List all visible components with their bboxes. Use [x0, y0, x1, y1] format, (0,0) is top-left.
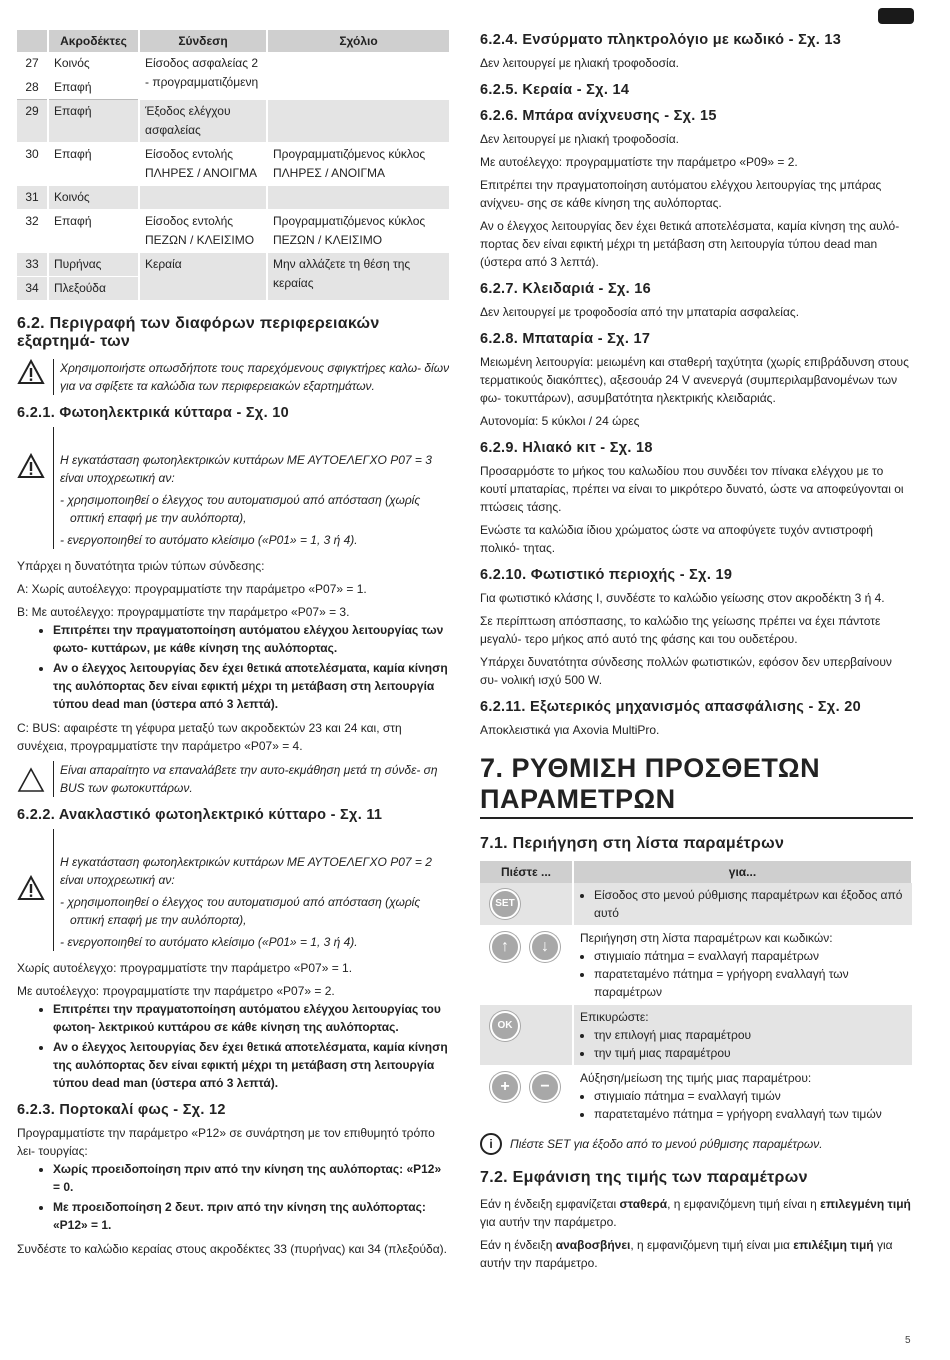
list-item: • Είσοδος στο μενού ρύθμισης παραμέτρων και έξοδος από αυτό [594, 886, 906, 922]
language-tab [878, 8, 914, 24]
paragraph: Δεν λειτουργεί με ηλιακή τροφοδοσία. [480, 132, 679, 146]
section-heading-6-2: 6.2. Περιγραφή των διαφόρων περιφερειακών εξαρτημά- των [17, 315, 380, 350]
warning-icon [17, 359, 45, 390]
terminal-number: 31 [17, 186, 48, 210]
warning-text: - χρησιμοποιηθεί ο έλεγχος του αυτοματισμού από απόσταση (χωρίς οπτική επαφή με την αυλόπορτα), [60, 493, 421, 525]
bullet-list [17, 1000, 451, 1092]
paragraph: Με αυτοέλεγχο: προγραμματίστε την παράμετρο «P09» = 2. [480, 155, 798, 169]
terminal-connection: Είσοδος εντολής ΠΕΖΩΝ / ΚΛΕΙΣΙΜΟ [139, 210, 267, 253]
caution-note [17, 761, 451, 797]
terminal-connection: Είσοδος εντολής ΠΛΗΡΕΣ / ΑΝΟΙΓΜΑ [139, 143, 267, 186]
key-description-intro: Περιήγηση στη λίστα παραμέτρων και κωδικών: [580, 931, 833, 945]
warning-text: Η εγκατάσταση φωτοηλεκτρικών κυττάρων ΜΕ ΑΥΤΟΕΛΕΓΧΟ P07 = 3 είναι υποχρεωτική αν: [60, 453, 432, 485]
warning-text: - ενεργοποιηθεί το αυτόματο κλείσιμο («P01» = 1, 3 ή 4). [60, 935, 358, 949]
paragraph: Δεν λειτουργεί με ηλιακή τροφοδοσία. [480, 56, 679, 70]
section-heading-6-2-5: 6.2.5. Κεραία - Σχ. 14 [480, 82, 630, 98]
paragraph: Υπάρχει δυνατότητα σύνδεσης πολλών φωτιστικών, εφόσον δεν υπερβαίνουν συ- νολική ισχύ 500 W. [480, 655, 892, 687]
terminal-comment [267, 100, 450, 143]
key-description [573, 1066, 912, 1127]
left-column [17, 30, 451, 1263]
table-header-comment: Σχόλιο [267, 30, 450, 52]
key-description [573, 926, 912, 1005]
paragraph [480, 1195, 913, 1231]
table-header-terminals: Ακροδέκτες [48, 30, 139, 52]
table-row [480, 926, 912, 1005]
list-item: • Αν ο έλεγχος λειτουργίας δεν έχει θετικά αποτελέσματα, καμία κίνηση της αυλόπορτας δεν είναι εφικτή μέχρι τη μετάβαση στη λειτουργία τύπου dead man (ύστερα από 3 λεπτά). [53, 1038, 451, 1092]
terminal-table [17, 30, 451, 301]
table-row [17, 186, 450, 210]
list-item: • Αν ο έλεγχος λειτουργίας δεν έχει θετικά αποτελέσματα, καμία κίνηση της αυλόπορτας δεν είναι εφικτή μέχρι τη μετάβαση στη λειτουργία τύπου dead man (ύστερα από 3 λεπτά). [53, 659, 451, 713]
emphasis: επιλέξιμη τιμή [793, 1238, 874, 1252]
table-row [17, 52, 450, 76]
terminal-comment: Μην αλλάζετε τη θέση της κεραίας [267, 253, 450, 301]
section-heading-7-1: 7.1. Περιήγηση στη λίστα παραμέτρων [480, 835, 785, 852]
terminal-comment: Προγραμματιζόμενος κύκλος ΠΛΗΡΕΣ / ΑΝΟΙΓΜΑ [267, 143, 450, 186]
terminal-comment: Προγραμματιζόμενος κύκλος ΠΕΖΩΝ / ΚΛΕΙΣΙΜΟ [267, 210, 450, 253]
key-cell [480, 883, 573, 926]
terminal-comment [267, 186, 450, 210]
section-heading-6-2-11: 6.2.11. Εξωτερικός μηχανισμός απασφάλισης - Σχ. 20 [480, 699, 861, 715]
section-heading-6-2-7: 6.2.7. Κλειδαριά - Σχ. 16 [480, 281, 651, 297]
text-run: , η εμφανιζόμενη τιμή είναι μια [630, 1238, 794, 1252]
section-heading-6-2-9: 6.2.9. Ηλιακό κιτ - Σχ. 18 [480, 440, 653, 456]
key-description [573, 1005, 912, 1066]
key-description-intro: Αύξηση/μείωση της τιμής μιας παραμέτρου: [580, 1071, 812, 1085]
caution-icon [17, 767, 45, 798]
terminal-number: 27 [17, 52, 48, 76]
emphasis: επιλεγμένη τιμή [820, 1197, 911, 1211]
terminal-type: Κοινός [48, 52, 139, 76]
terminal-connection [139, 186, 267, 210]
table-header-blank [17, 30, 48, 52]
text-run: Εάν η ένδειξη [480, 1238, 556, 1252]
warning-icon [17, 875, 45, 906]
list-item: • την τιμή μιας παραμέτρου [594, 1044, 906, 1062]
list-item: • Με προειδοποίηση 2 δευτ. πριν από την κίνηση της αυλόπορτας: «P12» = 1. [53, 1198, 451, 1234]
terminal-comment [267, 52, 450, 100]
paragraph: Αν ο έλεγχος λειτουργίας δεν έχει θετικά αποτελέσματα, καμία κίνηση της αυλό- πορτας δεν είναι εφικτή μέχρι τη μετάβαση στη λειτουργία τύπου dead man (ύστερα από 3 λεπτά). [480, 219, 900, 269]
warning-text: Η εγκατάσταση φωτοηλεκτρικών κυττάρων ΜΕ ΑΥΤΟΕΛΕΓΧΟ P07 = 2 είναι υποχρεωτική αν: [60, 855, 432, 887]
warning-icon [17, 453, 45, 484]
terminal-number: 32 [17, 210, 48, 253]
arrow-down-icon: ↓ [530, 932, 560, 962]
chapter-heading-7: 7. ΡΥΘΜΙΣΗ ΠΡΟΣΘΕΤΩΝ ΠΑΡΑΜΕΤΡΩΝ [480, 753, 913, 819]
paragraph: Προσαρμόστε το μήκος του καλωδίου που συνδέει τον πίνακα ελέγχου με το κουτί μπαταρίας, πρέπει να είναι το μικρότερο δυνατό, ώστε να αποφεύγονται οι πτώσεις τάσης. [480, 464, 904, 514]
paragraph: Ενώστε τα καλώδια ίδιου χρώματος ώστε να αποφύγετε τυχόν αντιστροφή πολικό- τητας. [480, 523, 873, 555]
terminal-type: Επαφή [48, 143, 139, 186]
table-row [17, 210, 450, 253]
list-item: • στιγμιαίο πάτημα = εναλλαγή παραμέτρων [594, 947, 906, 965]
terminal-type: Επαφή [48, 210, 139, 253]
paragraph: B: Με αυτοέλεγχο: προγραμματίστε την παράμετρο «P07» = 3. [17, 605, 350, 619]
paragraph: C: BUS: αφαιρέστε τη γέφυρα μεταξύ των ακροδεκτών 23 και 24 και, στη συνέχεια, προγραμματίστε την παράμετρο «P07» = 4. [17, 721, 402, 753]
section-heading-6-2-8: 6.2.8. Μπαταρία - Σχ. 17 [480, 331, 651, 347]
list-item: • στιγμιαίο πάτημα = εναλλαγή τιμών [594, 1087, 906, 1105]
paragraph: Συνδέστε το καλώδιο κεραίας στους ακροδέκτες 33 (πυρήνας) και 34 (πλεξούδα). [17, 1242, 447, 1256]
paragraph: Επιτρέπει την πραγματοποίηση αυτόματου ελέγχου λειτουργίας της μπάρας ανίχνευ- σης σε κάθε κίνηση της αυλόπορτας. [480, 178, 882, 210]
terminal-connection: Έξοδος ελέγχου ασφαλείας [139, 100, 267, 143]
caution-text: Είναι απαραίτητο να επαναλάβετε την αυτο-εκμάθηση μετά τη σύνδε- ση BUS των φωτοκυττάρων. [60, 763, 438, 795]
table-row [480, 883, 912, 926]
list-item: • Χωρίς προειδοποίηση πριν από την κίνηση της αυλόπορτας: «P12» = 0. [53, 1160, 451, 1196]
keys-table [480, 861, 913, 1127]
keys-header-for: για... [573, 861, 912, 883]
paragraph: Με αυτοέλεγχο: προγραμματίστε την παράμετρο «P07» = 2. [17, 984, 335, 998]
paragraph: Σε περίπτωση απόσπασης, το καλώδιο της γείωσης πρέπει να έχει πάντοτε μεγαλύ- τερο μήκος από αυτό της φάσης και του ουδετέρου. [480, 614, 881, 646]
info-text: Πιέστε SET για έξοδο από το μενού ρύθμισης παραμέτρων. [510, 1137, 823, 1151]
arrow-up-icon: ↑ [490, 932, 520, 962]
key-cell [480, 926, 573, 1005]
table-row [17, 253, 450, 277]
table-row [480, 1066, 912, 1127]
text-run: Εάν η ένδειξη εμφανίζεται [480, 1197, 620, 1211]
list-item: • Επιτρέπει την πραγματοποίηση αυτόματου ελέγχου λειτουργίας των φωτο- κυττάρων, με κάθε κίνηση της αυλόπορτας. [53, 621, 451, 657]
emphasis: αναβοσβήνει [555, 1238, 631, 1252]
terminal-connection: Είσοδος ασφαλείας 2 - προγραμματιζόμενη [139, 52, 267, 100]
terminal-number: 29 [17, 100, 48, 143]
key-description-intro: Επικυρώστε: [580, 1010, 649, 1024]
warning-text: - χρησιμοποιηθεί ο έλεγχος του αυτοματισμού από απόσταση (χωρίς οπτική επαφή με την αυλόπορτα), [60, 895, 421, 927]
list-item: • την επιλογή μιας παραμέτρου [594, 1026, 906, 1044]
table-row [480, 1005, 912, 1066]
terminal-type: Πυρήνας [48, 253, 139, 277]
section-heading-6-2-3: 6.2.3. Πορτοκαλί φως - Σχ. 12 [17, 1102, 226, 1118]
paragraph: Υπάρχει η δυνατότητα τριών τύπων σύνδεσης: [17, 559, 265, 573]
section-heading-6-2-4: 6.2.4. Ενσύρματο πληκτρολόγιο με κωδικό - Σχ. 13 [480, 32, 842, 48]
terminal-type: Επαφή [48, 76, 139, 100]
table-header-connection: Σύνδεση [139, 30, 267, 52]
section-heading-6-2-2: 6.2.2. Ανακλαστικό φωτοηλεκτρικό κύτταρο - Σχ. 11 [17, 807, 383, 823]
emphasis: σταθερά [619, 1197, 668, 1211]
terminal-number: 30 [17, 143, 48, 186]
terminal-number: 34 [17, 277, 48, 301]
info-icon: i [480, 1133, 502, 1155]
table-row [17, 143, 450, 186]
right-column [480, 30, 913, 1277]
terminal-type: Κοινός [48, 186, 139, 210]
keys-header-press: Πιέστε ... [480, 861, 573, 883]
text-run: για αυτήν την παράμετρο. [480, 1215, 617, 1229]
section-heading-6-2-6: 6.2.6. Μπάρα ανίχνευσης - Σχ. 15 [480, 108, 717, 124]
terminal-number: 33 [17, 253, 48, 277]
terminal-type: Πλεξούδα [48, 277, 139, 301]
warning-text: Χρησιμοποιήστε οπωσδήποτε τους παρεχόμενους σφιγκτήρες καλω- δίων για να σφίξετε τα καλώδια των περιφερειακών εξαρτημάτων. [60, 361, 450, 393]
warning-text: - ενεργοποιηθεί το αυτόματο κλείσιμο («P01» = 1, 3 ή 4). [60, 533, 358, 547]
section-heading-6-2-1: 6.2.1. Φωτοηλεκτρικά κύτταρα - Σχ. 10 [17, 405, 289, 421]
text-run: , η εμφανιζόμενη τιμή είναι η [667, 1197, 821, 1211]
section-heading-7-2: 7.2. Εμφάνιση της τιμής των παραμέτρων [480, 1169, 808, 1186]
plus-icon: + [490, 1072, 520, 1102]
paragraph: Χωρίς αυτοέλεγχο: προγραμματίστε την παράμετρο «P07» = 1. [17, 961, 353, 975]
terminal-connection: Κεραία [139, 253, 267, 301]
warning-note [17, 427, 451, 549]
key-cell [480, 1066, 573, 1127]
warning-note [17, 829, 451, 951]
key-description [573, 883, 912, 926]
minus-icon: − [530, 1072, 560, 1102]
set-button-icon: SET [490, 889, 520, 919]
bullet-list [17, 621, 451, 713]
list-item: • παρατεταμένο πάτημα = γρήγορη εναλλαγή των τιμών [594, 1105, 906, 1123]
paragraph: Μειωμένη λειτουργία: μειωμένη και σταθερή ταχύτητα (χωρίς επιβράδυνση στους τερματικούς διακόπτες), αξεσουάρ 24 V ανενεργά (συμπεριλαμβανομένων των φω- τοκυττάρων), ασυμβατότητα ηλεκτρικής κλειδαριάς. [480, 355, 909, 405]
page-number: 5 [905, 1335, 911, 1346]
list-item: • παρατεταμένο πάτημα = γρήγορη εναλλαγή των παραμέτρων [594, 965, 906, 1001]
terminal-type: Επαφή [48, 100, 139, 143]
terminal-number: 28 [17, 76, 48, 100]
info-note [480, 1133, 913, 1155]
paragraph: Αυτονομία: 5 κύκλοι / 24 ώρες [480, 414, 640, 428]
paragraph: A: Χωρίς αυτοέλεγχο: προγραμματίστε την παράμετρο «P07» = 1. [17, 582, 367, 596]
list-item: • Επιτρέπει την πραγματοποίηση αυτόματου ελέγχου λειτουργίας του φωτοη- λεκτρικού κυττάρου σε κάθε κίνηση της αυλόπορτας. [53, 1000, 451, 1036]
paragraph: Προγραμματίστε την παράμετρο «P12» σε συνάρτηση με τον επιθυμητό τρόπο λει- τουργίας: [17, 1126, 435, 1158]
bullet-list [17, 1160, 451, 1234]
warning-note [17, 359, 451, 395]
ok-button-icon: OK [490, 1011, 520, 1041]
paragraph [480, 1236, 913, 1272]
text-run: για αυτήν την παράμετρο. [480, 1238, 893, 1270]
key-cell [480, 1005, 573, 1066]
paragraph: Δεν λειτουργεί με τροφοδοσία από την μπαταρία ασφαλείας. [480, 305, 800, 319]
paragraph: Αποκλειστικά για Axovia MultiPro. [480, 723, 660, 737]
table-row [17, 100, 450, 143]
paragraph: Για φωτιστικό κλάσης I, συνδέστε το καλώδιο γείωσης στον ακροδέκτη 3 ή 4. [480, 591, 885, 605]
section-heading-6-2-10: 6.2.10. Φωτιστικό περιοχής - Σχ. 19 [480, 567, 733, 583]
